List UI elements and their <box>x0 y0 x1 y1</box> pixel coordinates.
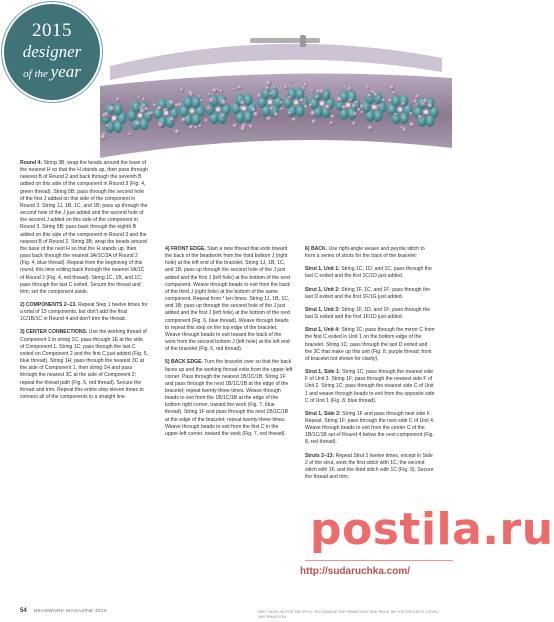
mauve-bead <box>212 88 218 94</box>
mauve-bead <box>381 98 385 102</box>
mauve-bead <box>400 126 403 129</box>
paragraph-back-edge: 5) BACK EDGE. Turn the bracelet over so that the back faces up and the working thread exits from the upper-left corner. Pass through the nearest 1B/1C/1B. String 1F and pass through the next 1B/1C/1B at the edge of the bracelet; repeat twenty-three times. Weave through beads to exit from the 1B/1C/1B at the edge of the bottom right corner, toward the work (Fig. 7, blue thread). String 1F and pass through the next 1B/1C/1B at the edge of the bracelet; repeat twenty-three times. Weave through beads to exit from the first C in the upper-left corner, toward the work (Fig. 7, red thread). <box>165 359 293 437</box>
mauve-bead <box>292 117 297 122</box>
mauve-bead <box>428 103 433 108</box>
mauve-bead <box>142 98 146 102</box>
mauve-bead <box>147 112 151 116</box>
designer-of-the-year-badge <box>4 4 100 100</box>
mauve-bead <box>409 112 413 116</box>
mauve-bead <box>181 117 186 122</box>
mauve-bead <box>353 112 357 116</box>
mauve-bead <box>315 95 319 99</box>
mauve-bead <box>360 111 363 114</box>
mauve-bead <box>280 107 284 111</box>
mauve-bead <box>198 124 202 128</box>
paragraph-strut-1-side-2: Strut 1, Side 2: String 1F and pass through next side F. Repeat. String 1F; pass through the next side C of Unit 4. Weave through beads to exit from the center C of the 1B/1C/1B set of Round 4 below the next component (Fig. 8, red thread). <box>305 410 435 446</box>
teal-bead <box>184 96 193 108</box>
mauve-bead <box>266 116 271 121</box>
mauve-bead <box>128 132 132 136</box>
paragraph-strut-1-unit-2: Strut 1, Unit 2: String 1F, 1C, and 1F; pass through the last D exited and the first 1F/1G just added. <box>305 286 431 300</box>
teal-bead <box>374 110 383 122</box>
mauve-bead <box>265 86 270 91</box>
badge-year: 2015 <box>32 20 72 41</box>
magazine-name: BEADWORK MAGAZINE 2015 <box>34 609 107 614</box>
mauve-bead <box>153 103 157 107</box>
mauve-bead <box>319 89 324 94</box>
page-number: 54 <box>20 608 27 614</box>
mauve-bead <box>376 105 379 108</box>
mauve-bead <box>337 97 343 103</box>
mauve-bead <box>137 96 140 99</box>
mauve-bead <box>347 86 352 91</box>
mauve-bead <box>352 121 356 125</box>
silver-bead <box>294 100 299 105</box>
mauve-bead <box>221 114 225 118</box>
mauve-bead <box>392 91 396 95</box>
teal-bead <box>296 105 305 117</box>
mauve-bead <box>100 134 106 140</box>
mauve-bead <box>290 80 293 83</box>
teal-bead <box>114 121 123 133</box>
badge-year-word: year <box>50 62 81 81</box>
mauve-bead <box>368 125 373 130</box>
mauve-bead <box>208 93 211 96</box>
teal-bead <box>218 112 227 124</box>
mauve-bead <box>142 104 146 108</box>
mauve-bead <box>221 99 227 105</box>
silver-bead <box>398 107 403 112</box>
watermark-logo: postila.ru <box>310 504 554 555</box>
mauve-bead <box>349 98 352 101</box>
mauve-bead <box>116 97 121 102</box>
mauve-bead <box>310 89 314 93</box>
instructions-column-3 <box>305 246 435 487</box>
instructions-column-1 <box>20 160 148 407</box>
mauve-bead <box>198 95 201 98</box>
teal-bead <box>426 115 435 127</box>
teal-bead <box>392 95 401 107</box>
mauve-bead <box>204 118 208 122</box>
mauve-bead <box>403 117 406 120</box>
mauve-bead <box>249 124 254 129</box>
mauve-bead <box>418 115 422 119</box>
mauve-bead <box>109 106 114 111</box>
mauve-bead <box>394 113 397 116</box>
mauve-bead <box>288 96 291 99</box>
mauve-bead <box>355 101 358 104</box>
badge-of-the: of the <box>23 68 48 80</box>
mauve-bead <box>415 94 419 98</box>
watermark-url[interactable]: http://sudaruchka.com/ <box>300 566 411 577</box>
mauve-bead <box>352 104 357 109</box>
silver-bead <box>138 113 143 118</box>
mauve-bead <box>253 112 259 118</box>
badge-designer: designer <box>22 42 82 61</box>
mauve-bead <box>274 112 279 117</box>
mauve-bead <box>209 98 214 103</box>
mauve-bead <box>106 124 110 128</box>
mauve-bead <box>174 129 180 135</box>
watermark-divider <box>305 560 453 561</box>
teal-bead <box>244 111 253 123</box>
silver-bead <box>320 101 325 106</box>
mauve-bead <box>135 121 140 126</box>
mauve-bead <box>178 102 183 107</box>
mauve-bead <box>240 126 246 132</box>
teal-bead <box>132 101 141 113</box>
page-footer <box>20 608 448 618</box>
instructions-column-2 <box>165 246 293 444</box>
mauve-bead <box>194 125 198 129</box>
mauve-bead <box>269 107 273 111</box>
paragraph-struts-2-13: Struts 2–13: Repeat Strut 1 twelve times, except in Side 2 of the strut, work the first stitch with 1C, the second stitch with 1F, and the third stitch with 1C (Fig. 9). Secure the thread and trim. <box>305 452 434 481</box>
mauve-bead <box>252 107 256 111</box>
mauve-bead <box>189 92 194 97</box>
mauve-bead <box>272 86 276 90</box>
silver-bead <box>112 116 117 121</box>
mauve-bead <box>401 102 405 106</box>
mauve-bead <box>170 117 175 122</box>
mauve-bead <box>311 119 316 124</box>
paragraph-components: 2) COMPONENTS 2–13. Repeat Step 1 twelve times for a total of 13 components, but don't add the final 1C/1B/1C in Round 4 and don't trim the thread. <box>20 301 148 323</box>
mauve-bead <box>189 125 194 130</box>
paragraph-back: 6) BACK. Use right-angle weave and peyote stitch to form a series of struts for the back of the bracelet: <box>305 246 425 260</box>
silver-bead <box>164 111 169 116</box>
mauve-bead <box>367 93 372 98</box>
badge-of-the-year <box>4 62 100 82</box>
mauve-bead <box>200 99 203 102</box>
silver-bead <box>268 100 273 105</box>
mauve-bead <box>232 123 237 128</box>
silver-bead <box>242 106 247 111</box>
mauve-bead <box>324 104 330 110</box>
mauve-bead <box>415 103 418 106</box>
paragraph-strut-1-unit-4: Strut 1, Unit 4: String 1C; pass through the mirror C from the first C exited in Unit 1 on the bottom edge of the bracelet. String 1C; pass through the last D exited and the 3C that make up this unit (Fig. 8, purple thread; front of bracelet not shown for clarity). <box>305 327 435 362</box>
mauve-bead <box>304 105 308 109</box>
mauve-bead <box>284 85 289 90</box>
paragraph-front-edge: 4) FRONT EDGE. Start a new thread that exits toward the back of the beadwork from the third bottom J (right hole) at the left end of the bracelet. String 1J, 1B, 1C, and 1B; pass up through the second hole of the J just added and the first J (left hole) at the bottom of the next component. Weave through beads to exit from the back of the third J (right hole) at the bottom of the same component. Repeat from * ten times. String 1J, 1B, 1C, and 1B; pass up through the second hole of the J just added and the first J (left hole) at the bottom of the next component (Fig. 6, blue thread). Weave through beads to repeat this step on the top edge of the bracelet. Weave through beads to exit toward the back of the work from the second bottom J (left hole) at the left end of the bracelet (Fig. 6, red thread). <box>165 246 291 353</box>
mauve-bead <box>331 115 335 119</box>
teal-bead <box>192 96 201 108</box>
mauve-bead <box>232 87 236 91</box>
paragraph-strut-1-unit-3: Strut 1, Unit 3: String 1F, 1D, and 1F; pass through the last G exited and the first 1F/1D just added. <box>305 306 431 321</box>
mauve-bead <box>329 121 333 125</box>
mauve-bead <box>240 101 245 106</box>
mauve-bead <box>310 111 316 117</box>
teal-bead <box>244 94 253 106</box>
mauve-bead <box>373 92 378 97</box>
mauve-bead <box>180 88 185 93</box>
silver-bead <box>346 103 351 108</box>
mauve-bead <box>388 99 392 103</box>
footer-note: SEE PAGE 96 FOR HELPFUL TECHNIQUE INFORMATION; SEE PAGE 98 FOR PROJECT-LEVEL INFORMATION <box>258 609 439 619</box>
silver-bead <box>190 109 195 114</box>
mauve-bead <box>266 80 272 86</box>
mauve-bead <box>206 106 210 110</box>
mauve-bead <box>219 89 223 93</box>
mauve-bead <box>303 83 307 87</box>
mauve-bead <box>279 101 282 104</box>
teal-bead <box>114 103 123 115</box>
mauve-bead <box>169 100 175 106</box>
mauve-bead <box>409 122 414 127</box>
teal-bead <box>140 118 149 130</box>
paragraph-center-connections: 3) CENTER CONNECTIONS. Use the working thread of Component 2 to string 1C; pass through 1E at the side of Component 1. String 1C; pass through the last C exited on Component 2 and the first C just added (Fig. 5, blue thread). String 1H; pass through the nearest 3C at the side of Component 1, then string 1H and pass through the nearest 3C at the side of Component 2; repeat the thread path (Fig. 5, red thread). Secure the thread and trim. Repeat this entire step eleven times to connect all of the components in a straight line. <box>20 329 148 400</box>
teal-bead <box>192 114 201 126</box>
mauve-bead <box>269 92 272 95</box>
silver-bead <box>424 110 429 115</box>
mauve-bead <box>257 94 262 99</box>
mauve-bead <box>360 104 364 108</box>
mauve-bead <box>423 98 428 103</box>
mauve-bead <box>357 108 361 112</box>
paragraph-strut-1-side-1: Strut 1, Side 1: String 1C; pass through the nearest side F of Unit 3. String 1F; pass through the nearest side F of Unit 2. String 1C; pass through the nearest side C of Unit 1 and weave through beads to exit from the opposite side C of Unit 1 (Fig. 8, blue thread). <box>305 369 435 404</box>
mauve-bead <box>288 111 292 115</box>
silver-bead <box>216 107 221 112</box>
paragraph-round-4: Round 4: String 3B; wrap the beads around the base of the nearest H so that the H stands up, then pass through nearest B of Round 2 and back through the seventh B added on this side of the component in Round 3 (Fig. 4, green thread). String 5B; pass through the second hole of the first J added on this side of the component in Round 3. String 1J, 1B, 1C, and 1B; pass up through the second hole of the J just added and the second hole of the second J added on this side of the component in Round 3. String 5B; pass back through the eighth B added on this side of the component in Round 3 and the nearest B of Round 2. String 3B; wrap the beads around the base of the next H so that the H stands up, then pass back through the nearest 3A/1C/3A of Round 2 (Fig. 4, blue thread). Repeat from the beginning of this round, this time exiting back through the nearest 3A/1C of Round 2 (Fig. 4, red thread). String 1C, 1B, and 1C; pass through the last C exited. Secure the thread and trim; set the component aside. <box>20 160 148 295</box>
mauve-bead <box>158 122 164 128</box>
mauve-bead <box>157 106 162 111</box>
paragraph-strut-1-unit-1: Strut 1, Unit 1: String 1C, 1D, and 1C; pass through the last C exited and the first 1C/1D just added. <box>305 266 432 280</box>
mauve-bead <box>104 112 109 117</box>
silver-bead <box>372 105 377 110</box>
mauve-bead <box>237 85 242 90</box>
bracelet-photo <box>100 8 452 158</box>
mauve-bead <box>366 85 370 89</box>
mauve-bead <box>299 98 304 103</box>
mauve-bead <box>309 103 313 107</box>
mauve-bead <box>389 85 395 91</box>
